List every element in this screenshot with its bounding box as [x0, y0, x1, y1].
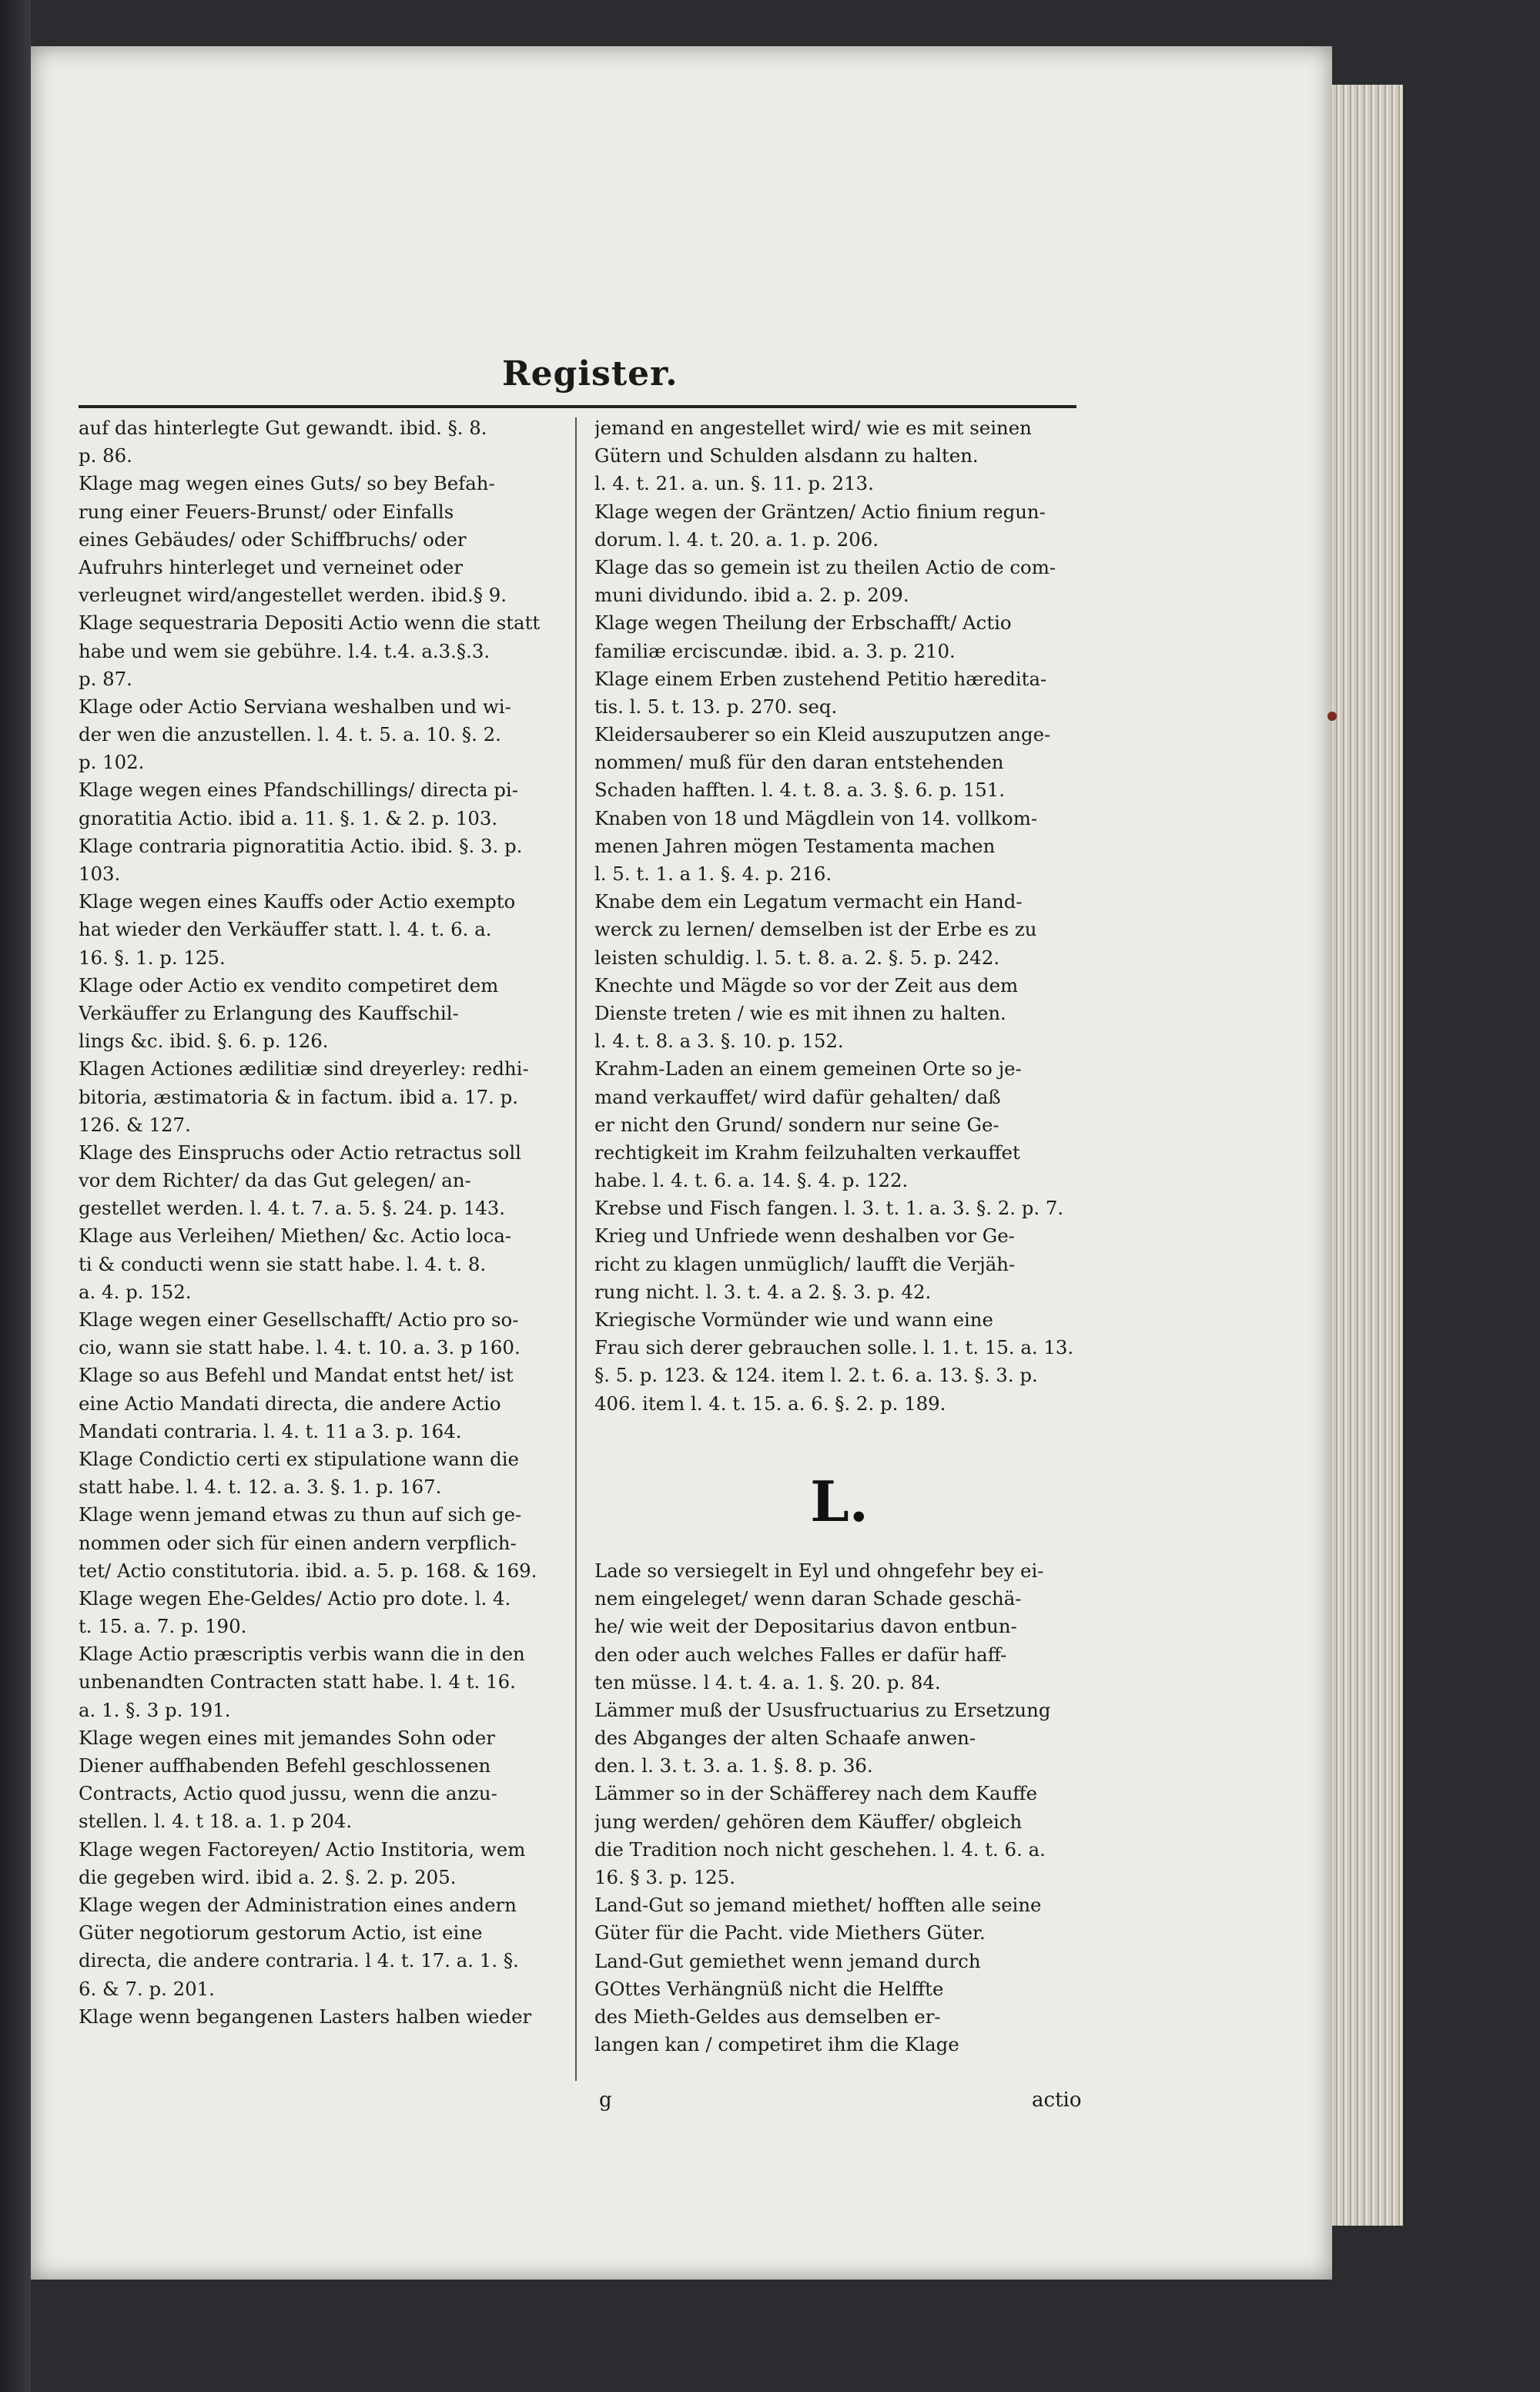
- index-line: Krahm-Laden an einem gemeinen Orte so je-: [594, 1057, 1022, 1080]
- index-line: Klage wegen eines Kauffs oder Actio exempto: [79, 890, 516, 913]
- index-line: cio, wann sie statt habe. l. 4. t. 10. a. 3. p 160.: [79, 1336, 521, 1359]
- index-line: Klage einem Erben zustehend Petitio hæredita-: [594, 667, 1047, 690]
- index-line: a. 1. §. 3 p. 191.: [79, 1698, 231, 1721]
- index-line: p. 102.: [79, 751, 145, 774]
- index-line: Krieg und Unfriede wenn deshalben vor Ge-: [594, 1224, 1015, 1248]
- index-line: p. 87.: [79, 667, 132, 690]
- index-line: a. 4. p. 152.: [79, 1280, 192, 1303]
- index-line: Lämmer muß der Ususfructuarius zu Ersetzung: [594, 1698, 1051, 1721]
- index-line: jung werden/ gehören dem Käuffer/ obgleich: [594, 1810, 1023, 1833]
- index-line: eine Actio Mandati directa, die andere Actio: [79, 1392, 501, 1415]
- index-line: unbenandten Contracten statt habe. l. 4 t. 16.: [79, 1670, 516, 1693]
- left-column: [79, 414, 568, 2031]
- index-line: Klage Condictio certi ex stipulatione wann die: [79, 1447, 519, 1470]
- index-line: langen kan / competiret ihm die Klage: [594, 2033, 959, 2056]
- index-line: jemand en angestellet wird/ wie es mit seinen: [594, 417, 1032, 439]
- index-line: Güter für die Pacht. vide Miethers Güter.: [594, 1921, 986, 1945]
- index-line: gnoratitia Actio. ibid a. 11. §. 1. & 2. p. 103.: [79, 806, 498, 829]
- index-line: Klage das so gemein ist zu theilen Actio de com-: [594, 555, 1056, 578]
- header-rule: [79, 405, 1076, 408]
- column-divider: [575, 417, 577, 2081]
- index-line: hat wieder den Verkäuffer statt. l. 4. t. 6. a.: [79, 918, 492, 941]
- index-line: rung nicht. l. 3. t. 4. a 2. §. 3. p. 42.: [594, 1280, 932, 1303]
- index-line: leisten schuldig. l. 5. t. 8. a. 2. §. 5. p. 242.: [594, 946, 1000, 969]
- index-line: vor dem Richter/ da das Gut gelegen/ an-: [79, 1169, 471, 1192]
- index-line: die gegeben wird. ibid a. 2. §. 2. p. 205.: [79, 1865, 457, 1888]
- index-line: Klage Actio præscriptis verbis wann die in den: [79, 1643, 525, 1666]
- index-line: werck zu lernen/ demselben ist der Erbe es zu: [594, 918, 1037, 941]
- index-line: GOttes Verhängnüß nicht die Helffte: [594, 1977, 944, 2000]
- index-line: Schaden hafften. l. 4. t. 8. a. 3. §. 6. p. 151.: [594, 779, 1006, 802]
- index-line: Knaben von 18 und Mägdlein von 14. vollkom-: [594, 806, 1038, 829]
- index-line: bitoria, æstimatoria & in factum. ibid a. 17. p.: [79, 1085, 519, 1108]
- index-line: 6. & 7. p. 201.: [79, 1977, 215, 2000]
- right-column-entries-l: [594, 1557, 1084, 2059]
- index-line: Kleidersauberer so ein Kleid auszuputzen ange-: [594, 723, 1051, 746]
- index-line: habe. l. 4. t. 6. a. 14. §. 4. p. 122.: [594, 1169, 909, 1192]
- index-line: Lade so versiegelt in Eyl und ohngefehr bey ei-: [594, 1559, 1044, 1582]
- running-header: Register.: [502, 354, 678, 394]
- index-line: eines Gebäudes/ oder Schiffbruchs/ oder: [79, 528, 467, 551]
- index-line: t. 15. a. 7. p. 190.: [79, 1615, 247, 1638]
- index-line: Klage wegen Theilung der Erbschafft/ Actio: [594, 611, 1012, 635]
- index-line: rung einer Feuers-Brunst/ oder Einfalls: [79, 500, 454, 523]
- book-page: [31, 46, 1332, 2280]
- index-line: nem eingeleget/ wenn daran Schade geschä-: [594, 1587, 1022, 1610]
- index-line: gestellet werden. l. 4. t. 7. a. 5. §. 24. p. 143.: [79, 1197, 506, 1220]
- index-line: Güter negotiorum gestorum Actio, ist eine: [79, 1921, 483, 1945]
- index-line: l. 5. t. 1. a 1. §. 4. p. 216.: [594, 863, 832, 885]
- index-line: Verkäuffer zu Erlangung des Kauffschil-: [79, 1001, 459, 1024]
- index-line: 16. § 3. p. 125.: [594, 1866, 735, 1888]
- index-line: 126. & 127.: [79, 1113, 191, 1136]
- index-line: l. 4. t. 8. a 3. §. 10. p. 152.: [594, 1030, 844, 1053]
- index-line: ten müsse. l 4. t. 4. a. 1. §. 20. p. 84.: [594, 1670, 941, 1693]
- index-line: mand verkauffet/ wird dafür gehalten/ daß: [594, 1085, 1001, 1108]
- index-line: Klage sequestraria Depositi Actio wenn die statt: [79, 611, 541, 635]
- index-line: Contracts, Actio quod jussu, wenn die anzu-: [79, 1782, 497, 1805]
- index-line: directa, die andere contraria. l 4. t. 17. a. 1. §.: [79, 1949, 519, 1972]
- index-line: Klage contraria pignoratitia Actio. ibid. §. 3. p.: [79, 834, 523, 857]
- index-line: Klage wegen der Administration eines andern: [79, 1893, 517, 1916]
- index-line: den oder auch welches Falles er dafür haff-: [594, 1643, 1007, 1666]
- index-line: Diener auffhabenden Befehl geschlossenen: [79, 1754, 491, 1777]
- index-line: Klage wegen eines mit jemandes Sohn oder: [79, 1726, 495, 1749]
- index-line: dorum. l. 4. t. 20. a. 1. p. 206.: [594, 528, 879, 551]
- index-line: die Tradition noch nicht geschehen. l. 4. t. 6. a.: [594, 1838, 1046, 1861]
- index-line: Klage des Einspruchs oder Actio retractus soll: [79, 1141, 521, 1164]
- index-line: ti & conducti wenn sie statt habe. l. 4. t. 8.: [79, 1252, 487, 1275]
- index-line: lings &c. ibid. §. 6. p. 126.: [79, 1030, 329, 1053]
- index-line: statt habe. l. 4. t. 12. a. 3. §. 1. p. 167.: [79, 1476, 442, 1499]
- catchword: actio: [1032, 2089, 1082, 2112]
- index-line: tet/ Actio constitutoria. ibid. a. 5. p. 168. & 169.: [79, 1559, 537, 1582]
- index-line: Klage wegen Factoreyen/ Actio Institoria, wem: [79, 1838, 526, 1861]
- index-line: 16. §. 1. p. 125.: [79, 946, 226, 969]
- index-line: 103.: [79, 863, 121, 885]
- index-line: Krebse und Fisch fangen. l. 3. t. 1. a. 3. §. 2. p. 7.: [594, 1197, 1064, 1220]
- index-line: Klage oder Actio ex vendito competiret dem: [79, 973, 499, 997]
- index-line: Lämmer so in der Schäfferey nach dem Kauffe: [594, 1782, 1038, 1805]
- index-line: Klage wenn jemand etwas zu thun auf sich ge-: [79, 1503, 522, 1526]
- right-column: [594, 414, 1084, 2059]
- index-line: p. 86.: [79, 444, 132, 467]
- index-line: 406. item l. 4. t. 15. a. 6. §. 2. p. 189.: [594, 1392, 946, 1415]
- index-line: Klage wegen Ehe-Geldes/ Actio pro dote. l. 4.: [79, 1586, 511, 1610]
- index-line: Dienste treten / wie es mit ihnen zu halten.: [594, 1001, 1006, 1024]
- index-line: der wen die anzustellen. l. 4. t. 5. a. 10. §. 2.: [79, 723, 501, 746]
- index-line: Klagen Actiones ædilitiæ sind dreyerley: redhi-: [79, 1057, 529, 1080]
- index-line: §. 5. p. 123. & 124. item l. 2. t. 6. a. 13. §. 3. p.: [594, 1364, 1038, 1387]
- signature-mark: g: [599, 2089, 612, 2112]
- index-line: des Abganges der alten Schaafe anwen-: [594, 1727, 976, 1750]
- index-line: Klage wegen der Gräntzen/ Actio finium regun-: [594, 500, 1046, 523]
- paper-spot: [1327, 712, 1337, 721]
- index-line: Aufruhrs hinterleget und verneinet oder: [79, 555, 463, 578]
- index-line: verleugnet wird/angestellet werden. ibid.§ 9.: [79, 584, 507, 607]
- index-line: nommen oder sich für einen andern verpflich-: [79, 1531, 517, 1554]
- index-line: richt zu klagen unmüglich/ laufft die Verjäh-: [594, 1252, 1016, 1275]
- page-stack-edge: [1326, 85, 1403, 2226]
- section-letter: L.: [810, 1468, 869, 1534]
- index-line: Knabe dem ein Legatum vermacht ein Hand-: [594, 890, 1023, 913]
- index-line: er nicht den Grund/ sondern nur seine Ge-: [594, 1113, 999, 1136]
- index-line: Mandati contraria. l. 4. t. 11 a 3. p. 164.: [79, 1419, 462, 1442]
- index-line: rechtigkeit im Krahm feilzuhalten verkauffet: [594, 1141, 1020, 1164]
- index-line: Gütern und Schulden alsdann zu halten.: [594, 444, 979, 467]
- index-line: Land-Gut gemiethet wenn jemand durch: [594, 1949, 981, 1972]
- index-line: menen Jahren mögen Testamenta machen: [594, 834, 996, 857]
- right-column-entries-k: [594, 414, 1084, 1418]
- index-line: Klage mag wegen eines Guts/ so bey Befah-: [79, 472, 495, 495]
- index-line: Kriegische Vormünder wie und wann eine: [594, 1308, 993, 1331]
- index-line: familiæ erciscundæ. ibid. a. 3. p. 210.: [594, 639, 956, 662]
- index-line: Klage wenn begangenen Lasters halben wieder: [79, 2005, 532, 2028]
- index-line: l. 4. t. 21. a. un. §. 11. p. 213.: [594, 472, 874, 495]
- index-line: nommen/ muß für den daran entstehenden: [594, 751, 1004, 774]
- index-line: Klage aus Verleihen/ Miethen/ &c. Actio loca-: [79, 1224, 512, 1248]
- index-line: Frau sich derer gebrauchen solle. l. 1. t. 15. a. 13.: [594, 1336, 1074, 1359]
- index-line: Knechte und Mägde so vor der Zeit aus dem: [594, 973, 1019, 997]
- index-line: Klage wegen einer Gesellschafft/ Actio pro so-: [79, 1308, 519, 1331]
- index-line: des Mieth-Geldes aus demselben er-: [594, 2005, 941, 2028]
- index-line: Klage oder Actio Serviana weshalben und wi-: [79, 695, 511, 718]
- index-line: auf das hinterlegte Gut gewandt. ibid. §. 8.: [79, 417, 487, 439]
- index-line: tis. l. 5. t. 13. p. 270. seq.: [594, 695, 838, 718]
- index-line: stellen. l. 4. t 18. a. 1. p 204.: [79, 1810, 353, 1833]
- index-line: habe und wem sie gebühre. l.4. t.4. a.3.§.3.: [79, 639, 490, 662]
- index-line: Klage wegen eines Pfandschillings/ directa pi-: [79, 779, 518, 802]
- index-line: muni dividundo. ibid a. 2. p. 209.: [594, 584, 909, 607]
- book-edge-left: [0, 0, 31, 2392]
- index-line: den. l. 3. t. 3. a. 1. §. 8. p. 36.: [594, 1754, 873, 1777]
- index-line: Klage so aus Befehl und Mandat entst het/ ist: [79, 1364, 514, 1387]
- index-line: he/ wie weit der Depositarius davon entbun-: [594, 1615, 1017, 1638]
- index-line: Land-Gut so jemand miethet/ hofften alle seine: [594, 1894, 1042, 1917]
